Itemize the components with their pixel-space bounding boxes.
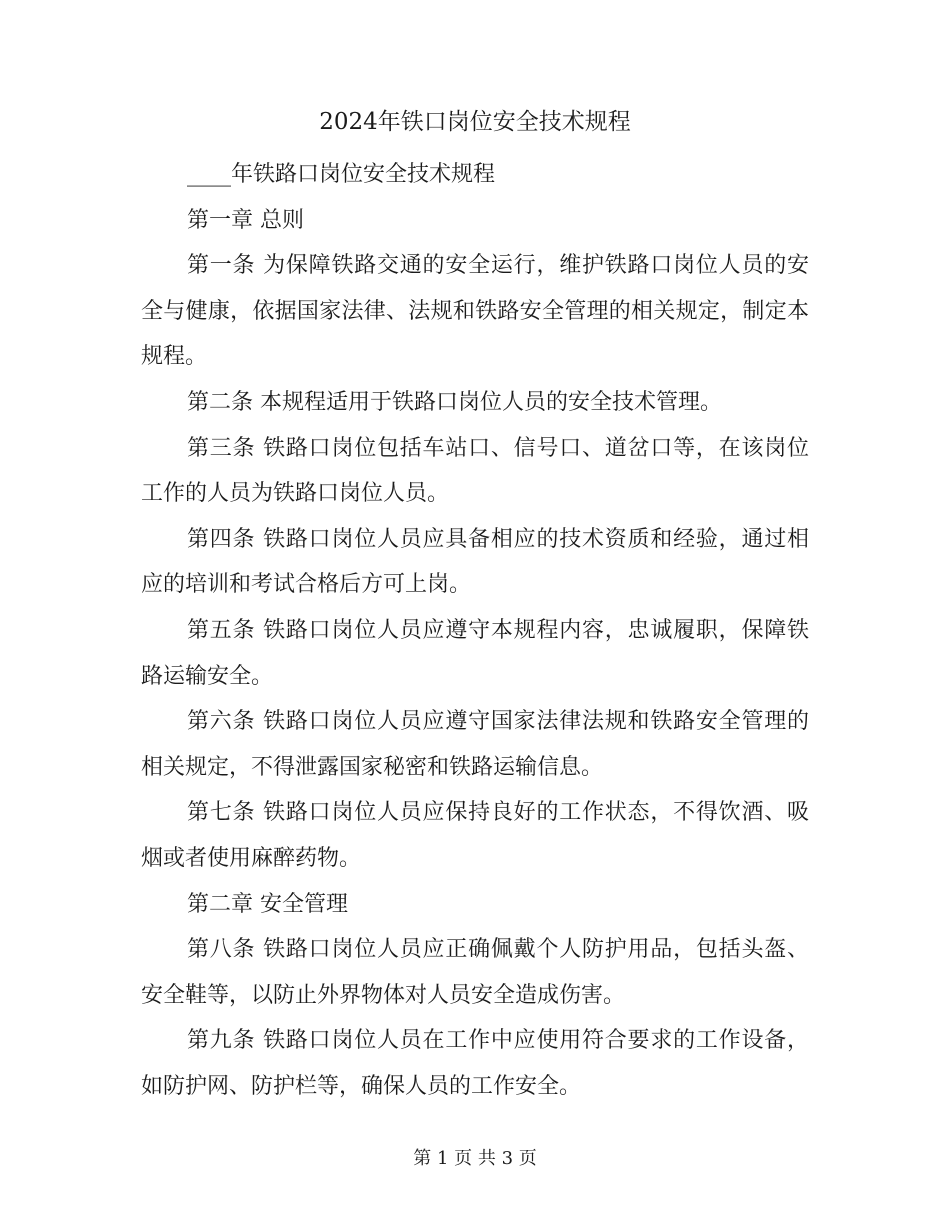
article-paragraph: 第三条 铁路口岗位包括车站口、信号口、道岔口等，在该岗位工作的人员为铁路口岗位人员。 <box>141 435 809 507</box>
chapter-heading: 第二章 安全管理 <box>187 891 348 917</box>
page-number-footer: 第 1 页 共 3 页 <box>413 1148 537 1169</box>
document-body <box>141 152 809 1109</box>
document-title: 2024年铁口岗位安全技术规程 <box>319 109 631 135</box>
article-paragraph: 第四条 铁路口岗位人员应具备相应的技术资质和经验，通过相应的培训和考试合格后方可上岗。 <box>141 526 809 598</box>
article-paragraph: 第六条 铁路口岗位人员应遵守国家法律法规和铁路安全管理的相关规定，不得泄露国家秘密和铁路运输信息。 <box>141 709 809 780</box>
article-paragraph: 第八条 铁路口岗位人员应正确佩戴个人防护用品，包括头盔、安全鞋等，以防止外界物体对人员安全造成伤害。 <box>141 937 809 1008</box>
article-paragraph: 第七条 铁路口岗位人员应保持良好的工作状态，不得饮酒、吸烟或者使用麻醉药物。 <box>141 800 809 871</box>
document-subtitle: ____年铁路口岗位安全技术规程 <box>187 162 496 187</box>
chapter-heading: 第一章 总则 <box>187 207 304 233</box>
article-paragraph: 第五条 铁路口岗位人员应遵守本规程内容，忠诚履职，保障铁路运输安全。 <box>141 617 809 689</box>
article-paragraph: 第一条 为保障铁路交通的安全运行，维护铁路口岗位人员的安全与健康，依据国家法律、法规和铁路安全管理的相关规定，制定本规程。 <box>141 253 809 370</box>
article-paragraph: 第九条 铁路口岗位人员在工作中应使用符合要求的工作设备，如防护网、防护栏等，确保人员的工作安全。 <box>141 1028 809 1099</box>
article-paragraph: 第二条 本规程适用于铁路口岗位人员的安全技术管理。 <box>187 389 722 415</box>
